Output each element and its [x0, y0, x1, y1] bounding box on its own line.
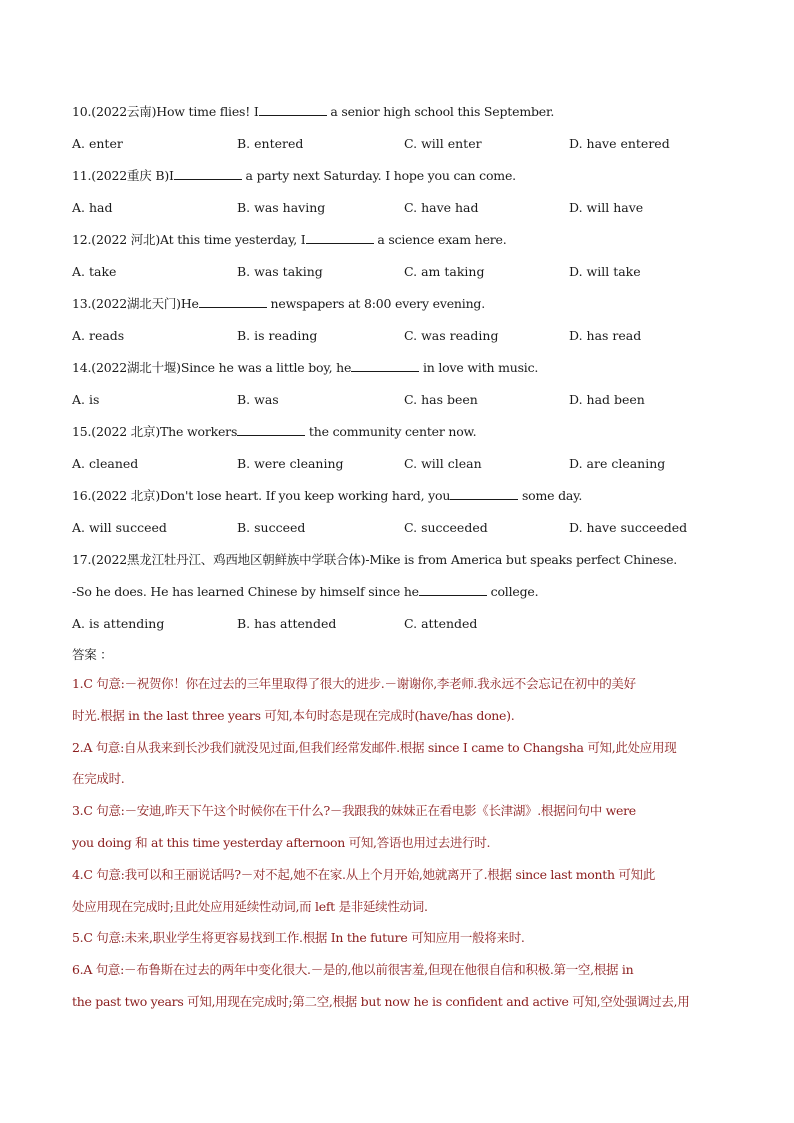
question-number: 15.: [72, 424, 92, 439]
question-number: 13.: [72, 296, 92, 311]
answer-option: D. will take: [569, 264, 641, 279]
answer-explanation-line: the past two years 可知,用现在完成时;第二空,根据 but now he is confident and active 可知,空处强调过去,用: [72, 994, 690, 1009]
answer-option: B. was having: [237, 200, 326, 215]
answer-option: B. was: [237, 392, 279, 407]
answer-blank: [237, 424, 305, 436]
answer-option: A. is attending: [72, 616, 165, 631]
question-stem-reply: [72, 584, 538, 600]
answer-explanation-line: 时光.根据 in the last three years 可知,本句时态是现在完成时(have/has done).: [72, 707, 515, 723]
answer-explanation-line: 3.C 句意:－安迪,昨天下午这个时候你在干什么?－我跟我的妹妹正在看电影《长津湖》.根据问句中 were: [72, 803, 636, 819]
question-number: 16.: [72, 488, 92, 503]
answer-option: C. has been: [404, 392, 478, 407]
answer-option: D. had been: [569, 392, 645, 407]
answer-option: A. is: [72, 392, 100, 407]
answer-option: B. were cleaning: [237, 456, 344, 471]
question-text-after: a senior high school this September.: [326, 104, 555, 119]
question-number: 14.: [72, 360, 92, 375]
answer-option: C. attended: [404, 616, 478, 631]
answer-option: B. succeed: [237, 520, 306, 535]
question-stem: [72, 488, 582, 504]
question-number: 11.: [72, 168, 92, 183]
question-stem: [72, 296, 485, 312]
answer-explanation-line: you doing 和 at this time yesterday afternoon 可知,答语也用过去进行时.: [72, 835, 491, 850]
answer-option: D. will have: [569, 200, 644, 215]
answer-option: B. entered: [237, 136, 304, 151]
question-source: (2022 北京): [91, 424, 161, 439]
question-number: 10.: [72, 104, 92, 119]
question-text-before: At this time yesterday, I: [160, 232, 306, 247]
answer-option: C. will clean: [404, 456, 482, 471]
answer-option: B. was taking: [237, 264, 323, 279]
answer-option: C. will enter: [404, 136, 482, 151]
question-stem: [72, 104, 554, 120]
question-stem: [72, 360, 538, 376]
answer-explanation-line: 在完成时.: [72, 771, 125, 787]
question-source: (2022 北京): [91, 488, 161, 503]
answer-option: C. was reading: [404, 328, 499, 343]
question-text-after: a party next Saturday. I hope you can come.: [241, 168, 516, 183]
question-text-before: Since he was a little boy, he: [180, 360, 352, 375]
answer-option: C. am taking: [404, 264, 485, 279]
answer-explanation-line: 2.A 句意:自从我来到长沙我们就没见过面,但我们经常发邮件.根据 since I came to Changsha 可知,此处应用现: [72, 739, 677, 755]
answer-explanation-line: 6.A 句意:－布鲁斯在过去的两年中变化很大.－是的,他以前很害羞,但现在他很自信和积极.第一空,根据 in: [72, 962, 634, 978]
answer-explanation-line: 1.C 句意:－祝贺你！你在过去的三年里取得了很大的进步.－谢谢你,李老师.我永远不会忘记在初中的美好: [72, 676, 636, 691]
answer-blank: [259, 104, 327, 116]
answers-heading: 答案 ：: [72, 647, 113, 662]
answer-option: A. take: [72, 264, 117, 279]
question-stem: [72, 552, 677, 568]
question-stem: [72, 168, 516, 184]
question-stem: [72, 424, 476, 440]
answer-blank: [419, 584, 487, 596]
answer-option: A. enter: [72, 136, 123, 151]
question-text-after: newspapers at 8:00 every evening.: [266, 296, 486, 311]
answer-option: A. cleaned: [72, 456, 139, 471]
answer-option: C. succeeded: [404, 520, 488, 535]
answer-option: A. had: [72, 200, 113, 215]
question-number: 12.: [72, 232, 92, 247]
question-text-before: -So he does. He has learned Chinese by himself since he: [72, 584, 419, 599]
question-source: (2022湖北天门): [91, 296, 181, 311]
question-text-before: Don't lose heart. If you keep working hard, you: [160, 488, 451, 503]
question-source: (2022云南): [91, 104, 157, 119]
question-text: 17.(2022黑龙江牡丹江、鸡西地区朝鲜族中学联合体)-Mike is from America but speaks perfect Chinese.: [72, 552, 678, 567]
question-text-after: a science exam here.: [373, 232, 507, 247]
question-source: (2022湖北十堰): [91, 360, 181, 375]
answer-option: D. are cleaning: [569, 456, 666, 471]
question-text-after: some day.: [518, 488, 583, 503]
answer-option: B. is reading: [237, 328, 318, 343]
answer-option: C. have had: [404, 200, 479, 215]
question-text-after: college.: [486, 584, 539, 599]
answer-option: B. has attended: [237, 616, 337, 631]
answer-explanation-line: 5.C 句意:未来,职业学生将更容易找到工作.根据 In the future 可知应用一般将来时.: [72, 930, 525, 946]
answer-blank: [306, 232, 374, 244]
question-text-before: He: [180, 296, 199, 311]
question-source: (2022 河北): [91, 232, 161, 247]
question-text-before: I: [169, 168, 174, 183]
question-stem: [72, 232, 507, 248]
answer-option: D. has read: [569, 328, 642, 343]
answer-option: A. reads: [72, 328, 125, 343]
answer-blank: [450, 488, 518, 500]
question-text-after: the community center now.: [305, 424, 477, 439]
question-text-before: The workers: [160, 424, 238, 439]
question-source: (2022重庆 B): [91, 168, 170, 183]
answer-option: A. will succeed: [72, 520, 167, 535]
question-text-before: How time flies! I: [156, 104, 259, 119]
answer-blank: [199, 296, 267, 308]
answer-explanation-line: 4.C 句意:我可以和王丽说话吗?－对不起,她不在家.从上个月开始,她就离开了.根据 since last month 可知此: [72, 866, 656, 882]
question-text-after: in love with music.: [419, 360, 539, 375]
answer-explanation-line: 处应用现在完成时;且此处应用延续性动词,而 left 是非延续性动词.: [72, 898, 428, 914]
answer-blank: [351, 360, 419, 372]
answer-blank: [174, 168, 242, 180]
answer-option: D. have succeeded: [569, 520, 688, 535]
answer-option: D. have entered: [569, 136, 670, 151]
